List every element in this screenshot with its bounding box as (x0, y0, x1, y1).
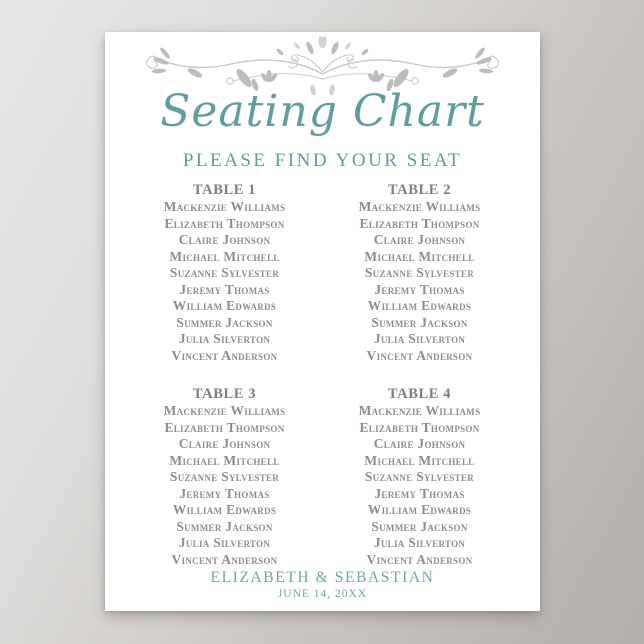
guest-name: Jeremy Thomas (374, 281, 465, 297)
guest-name: Vincent Anderson (366, 347, 473, 363)
guest-name: Elizabeth Thompson (164, 419, 285, 435)
guest-name: Claire Johnson (178, 436, 271, 451)
guest-name: Summer Jackson (371, 314, 468, 330)
guest-name: Julia Silverton (178, 535, 271, 550)
table-1-block (127, 182, 322, 364)
guest-name: Michael Mitchell (169, 248, 280, 264)
table-2-block (322, 182, 517, 364)
guest-name: Suzanne Sylvester (364, 265, 475, 280)
table-3-block (127, 386, 322, 568)
guest-name: Mackenzie Williams (163, 199, 286, 214)
guest-name: Claire Johnson (178, 232, 271, 247)
guest-name: Summer Jackson (371, 518, 468, 534)
guest-name: Jeremy Thomas (179, 485, 270, 501)
poster-title: Seating Chart (160, 86, 485, 137)
table-label: TABLE 3 (192, 386, 257, 402)
table-4-block (322, 386, 517, 568)
poster-footer (105, 568, 540, 601)
guest-name: Michael Mitchell (364, 452, 475, 468)
table-label: TABLE 1 (192, 182, 257, 198)
event-date: JUNE 14, 20XX (277, 588, 368, 600)
seating-chart-poster (105, 32, 540, 611)
guest-name: Michael Mitchell (364, 248, 475, 264)
guest-name: Mackenzie Williams (358, 403, 481, 418)
guest-name: Vincent Anderson (171, 347, 278, 363)
guest-name: Julia Silverton (178, 331, 271, 346)
guest-name: Elizabeth Thompson (164, 215, 285, 231)
table-label: TABLE 4 (387, 386, 452, 402)
guest-name: Elizabeth Thompson (359, 419, 480, 435)
guest-name: Jeremy Thomas (374, 485, 465, 501)
guest-name: Mackenzie Williams (358, 199, 481, 214)
guest-name: William Edwards (367, 502, 472, 517)
table-label: TABLE 2 (387, 182, 452, 198)
guest-name: Summer Jackson (176, 518, 273, 534)
guest-name: Julia Silverton (373, 331, 466, 346)
guest-name: Summer Jackson (176, 314, 273, 330)
poster-subtitle: PLEASE FIND YOUR SEAT (182, 150, 463, 171)
guest-name: Michael Mitchell (169, 452, 280, 468)
guest-name: Jeremy Thomas (179, 281, 270, 297)
guest-name: Suzanne Sylvester (364, 469, 475, 484)
guest-name: Suzanne Sylvester (169, 265, 280, 280)
guest-name: Claire Johnson (373, 232, 466, 247)
guest-name: Julia Silverton (373, 535, 466, 550)
guest-name: William Edwards (172, 502, 277, 517)
guest-name: Claire Johnson (373, 436, 466, 451)
guest-name: Mackenzie Williams (163, 403, 286, 418)
guest-name: William Edwards (367, 298, 472, 313)
guest-name: Vincent Anderson (171, 551, 278, 567)
guest-name: Elizabeth Thompson (359, 215, 480, 231)
guest-name: Suzanne Sylvester (169, 469, 280, 484)
tables-grid (127, 182, 517, 568)
guest-name: William Edwards (172, 298, 277, 313)
couple-names: ELIZABETH & SEBASTIAN (210, 569, 435, 586)
guest-name: Vincent Anderson (366, 551, 473, 567)
